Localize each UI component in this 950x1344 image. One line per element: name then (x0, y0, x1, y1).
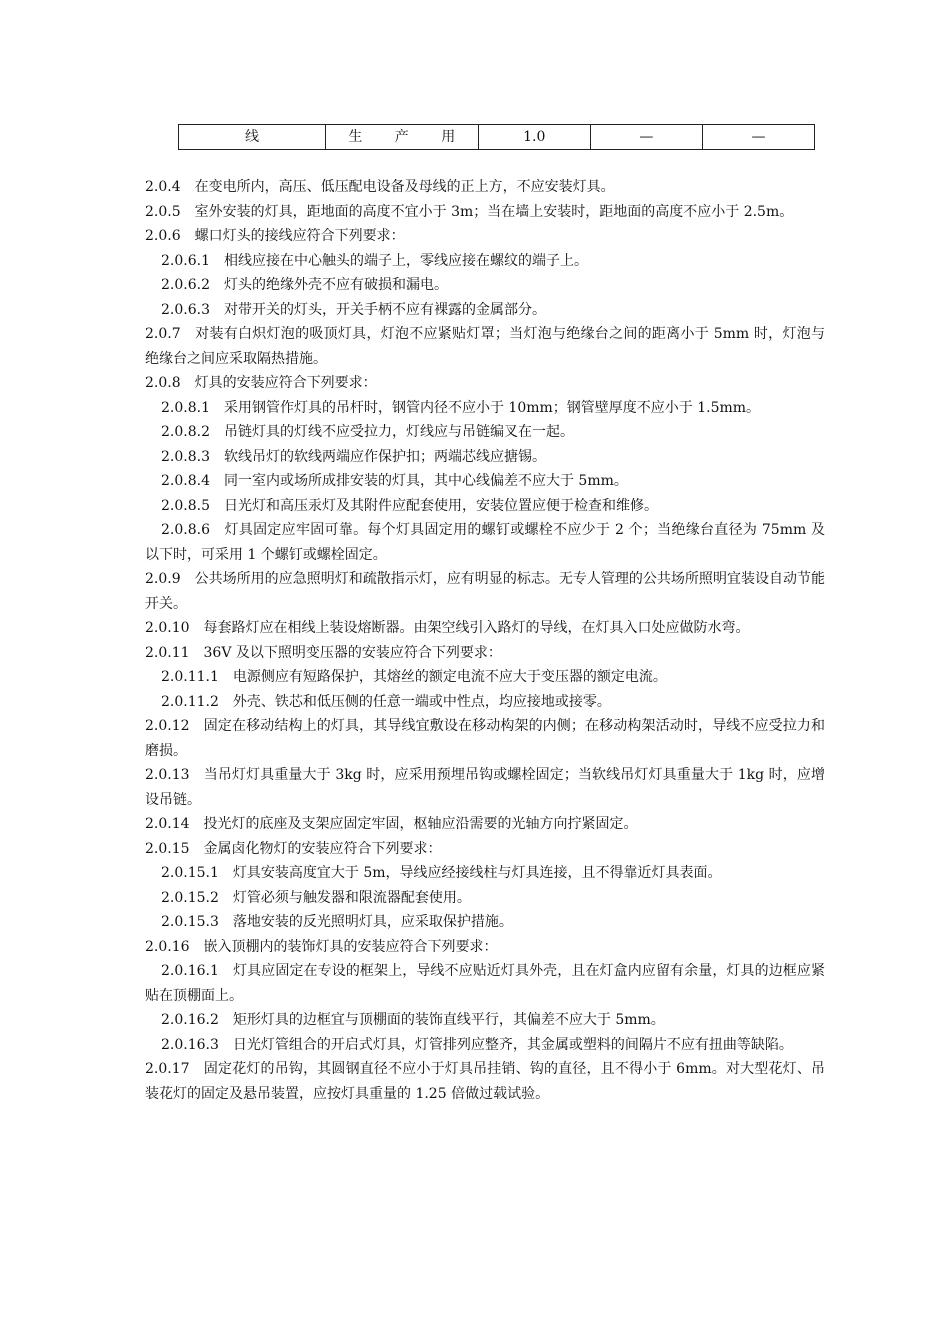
table-cell: — (590, 125, 702, 150)
sub-clause: 2.0.8.4 同一室内或场所成排安装的灯具，其中心线偏差不应大于 5mm。 (161, 473, 628, 489)
sub-clause: 2.0.6.2 灯头的绝缘外壳不应有破损和漏电。 (161, 277, 448, 293)
clause: 2.0.12 固定在移动结构上的灯具，其导线宜敷设在移动构架的内侧；在移动构架活动时，导线不应受拉力和磨损。 (145, 718, 825, 759)
clause: 2.0.13 当吊灯灯具重量大于 3kg 时，应采用预埋吊钩或螺栓固定；当软线吊灯灯具重量大于 1kg 时，应增设吊链。 (145, 767, 825, 808)
sub-clause: 2.0.8.3 软线吊灯的软线两端应作保护扣；两端芯线应搪锡。 (161, 448, 546, 465)
clause: 2.0.8 灯具的安装应符合下列要求： (145, 375, 377, 391)
sub-clause: 2.0.15.3 落地安装的反光照明灯具，应采取保护措施。 (161, 914, 513, 930)
spec-table (178, 124, 815, 150)
clause: 2.0.5 室外安装的灯具，距地面的高度不宜小于 3m；当在墙上安装时，距地面的高度不应小于 2.5m。 (145, 203, 794, 220)
sub-clause: 2.0.16.1 灯具应固定在专设的框架上，导线不应贴近灯具外壳，且在灯盒内应留有余量，灯具的边框应紧贴在顶棚面上。 (145, 963, 825, 1004)
clause: 2.0.9 公共场所用的应急照明灯和疏散指示灯，应有明显的标志。无专人管理的公共场所照明宜装设自动节能开关。 (145, 571, 825, 612)
sub-clause: 2.0.8.5 日光灯和高压汞灯及其附件应配套使用，安装位置应便于检查和维修。 (161, 497, 658, 514)
sub-clause: 2.0.6.1 相线应接在中心触头的端子上，零线应接在螺纹的端子上。 (161, 252, 588, 269)
clause: 2.0.10 每套路灯应在相线上装设熔断器。由架空线引入路灯的导线，在灯具入口处应做防水弯。 (145, 620, 750, 636)
table-row (179, 125, 815, 150)
sub-clause: 2.0.16.3 日光灯管组合的开启式灯具，灯管排列应整齐，其金属或塑料的间隔片不应有扭曲等缺陷。 (161, 1036, 793, 1053)
clause: 2.0.15 金属卤化物灯的安装应符合下列要求： (145, 840, 442, 857)
sub-clause: 2.0.8.6 灯具固定应牢固可靠。每个灯具固定用的螺钉或螺栓不应少于 2 个；当绝缘台直径为 75mm 及以下时，可采用 1 个螺钉或螺栓固定。 (145, 522, 825, 563)
sub-clause: 2.0.11.1 电源侧应有短路保护，其熔丝的额定电流不应大于变压器的额定电流。 (161, 669, 667, 685)
sub-clause: 2.0.16.2 矩形灯具的边框宜与顶棚面的装饰直线平行，其偏差不应大于 5mm。 (161, 1012, 665, 1028)
clause: 2.0.4 在变电所内，高压、低压配电设备及母线的正上方，不应安装灯具。 (145, 179, 615, 195)
clause: 2.0.6 螺口灯头的接线应符合下列要求： (145, 228, 405, 244)
clause: 2.0.17 固定花灯的吊钩，其圆钢直径不应小于灯具吊挂销、钩的直径，且不得小于 6mm。对大型花灯、吊装花灯的固定及悬吊装置，应按灯具重量的 1.25 倍做过载试验。 (145, 1061, 825, 1102)
clause: 2.0.14 投光灯的底座及支架应固定牢固，枢轴应沿需要的光轴方向拧紧固定。 (145, 816, 638, 832)
clause-list (145, 175, 825, 1106)
table-cell: — (702, 125, 814, 150)
sub-clause: 2.0.8.2 吊链灯具的灯线不应受拉力，灯线应与吊链编叉在一起。 (161, 424, 574, 440)
clause: 2.0.16 嵌入顶棚内的装饰灯具的安装应符合下列要求： (145, 938, 498, 955)
sub-clause: 2.0.15.2 灯管必须与触发器和限流器配套使用。 (161, 889, 471, 906)
table-cell: 线 (179, 125, 326, 150)
sub-clause: 2.0.6.3 对带开关的灯头，开关手柄不应有裸露的金属部分。 (161, 301, 546, 318)
sub-clause: 2.0.8.1 采用钢管作灯具的吊杆时，钢管内径不应小于 10mm；钢管壁厚度不应小于 1.5mm。 (161, 399, 761, 416)
table-cell: 1.0 (478, 125, 590, 150)
clause: 2.0.11 36V 及以下照明变压器的安装应符合下列要求： (145, 644, 502, 661)
sub-clause: 2.0.15.1 灯具安装高度宜大于 5m，导线应经接线柱与灯具连接，且不得靠近灯具表面。 (161, 865, 722, 881)
table-cell: 生 产 用 (325, 125, 478, 150)
sub-clause: 2.0.11.2 外壳、铁芯和低压侧的任意一端或中性点，均应接地或接零。 (161, 693, 611, 710)
clause: 2.0.7 对装有白炽灯泡的吸顶灯具，灯泡不应紧贴灯罩；当灯泡与绝缘台之间的距离小于 5mm 时，灯泡与绝缘台之间应采取隔热措施。 (145, 326, 825, 367)
